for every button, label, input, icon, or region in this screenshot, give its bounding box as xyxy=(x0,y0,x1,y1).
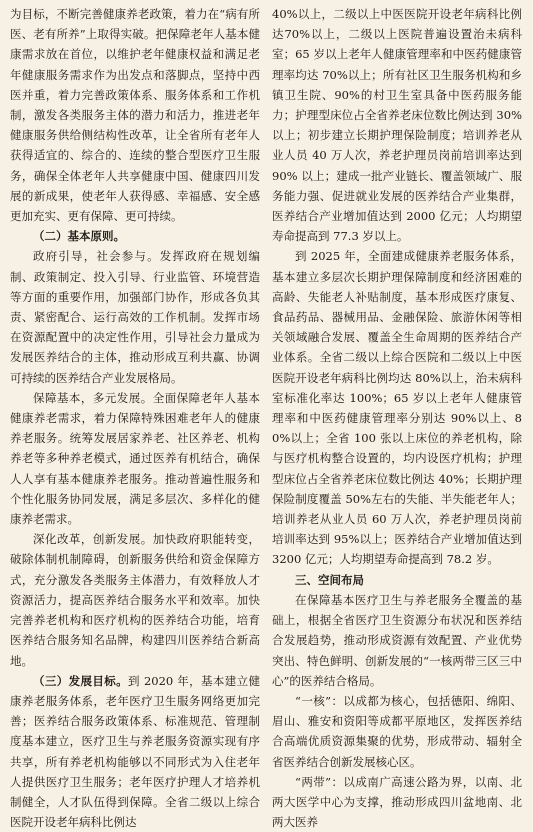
paragraph-layout-overview: 在保障基本医疗卫生与养老服务全覆盖的基础上，根据全省医疗卫生资源分布状况和医养结合发展趋势，推动形成资源有效配置、产业优势突出、特色鲜明、创新发展的“一核两带三区三中心”的医养结合格局。 xyxy=(272,592,522,688)
paragraph-development-goals xyxy=(10,671,260,832)
paragraph-government-guidance: 政府引导，社会参与。发挥政府在规划编制、政策制定、投入引导、行业监管、环境营造等方面的重要作用，加强部门协作，形成各负其责、紧密配合、运行高效的工作机制。发挥市场在资源配置中的决定性作用，引导社会力量成为发展医养结合的主体，推动形成互利共赢、协调可持续的医养结合产业发展格局。 xyxy=(10,249,260,385)
paragraph-basic-guarantee: 保障基本，多元发展。全面保障老年人基本健康养老需求，着力保障特殊困难老年人的健康养老服务。统筹发展居家养老、社区养老、机构养老等多种养老模式，通过医养有机结合，确保人人享有基本健康养老服务。推动普遍性服务和个性化服务协同发展，满足多层次、多样化的健康养老需求。 xyxy=(10,390,260,527)
paragraph-2020-targets: 到 2020 年，基本建立健康养老服务体系，老年医疗卫生服务网络更加完善；医养结合服务政策体系、标准规范、管理制度基本建立，医疗卫生与养老服务资源实现有序共享，所有养老机构能够以不同形式为入住老年人提供医疗卫生服务；老年医疗护理人才培养机制健全，人才队伍得到保障。全省二级以上综合医院开设老年病科比例达 xyxy=(10,673,261,830)
right-column xyxy=(272,4,522,830)
heading-spatial-layout: 三、空间布局 xyxy=(295,572,364,587)
heading-basic-principles: （二）基本原则。 xyxy=(33,229,125,244)
paragraph-2025-targets: 到 2025 年，全面建成健康养老服务体系，基本建立多层次长期护理保障制度和经济困难的高龄、失能老人补贴制度，基本形成医疗康复、食品药品、器械用品、金融保险、旅游休闲等相关领域融合发展、覆盖全生命周期的医养结合产业体系。全省二级以上综合医院和二级以上中医医院开设老年病科比例均达 80%以上，治未病科室标准化率达 100%；65 岁以上老年人健康管理率和中医药健康管理率分别达 90%以上、80%以上；全省 100 张以上床位的养老机构，除与医疗机构整合设置的，均内设医疗机构；护理型床位占全省养老床位数比例达 40%；长期护理保险制度覆盖 50%左右的失能、半失能老年人；培训养老从业人员 60 万人次，养老护理员岗前培训率达到 95%以上；医养结合产业增加值达到3200 亿元；人均期望寿命提高到 78.2 岁。 xyxy=(272,249,522,567)
heading-development-goals: （三）发展目标。 xyxy=(33,673,129,688)
paragraph-deepen-reform: 深化改革，创新发展。加快政府职能转变，破除体制机制障碍，创新服务供给和资金保障方式，充分激发各类服务主体潜力，有效释放人才资源活力，提高医养结合服务水平和效率。加快完善养老机构和医疗机构的医养结合功能，培育医养结合服务知名品牌，构建四川医养结合新高地。 xyxy=(10,532,260,668)
paragraph-two-belts: “两带”：以成南广高速公路为界，以南、北两大医学中心为支撑，推动形成四川盆地南、北两大医养 xyxy=(272,774,522,830)
paragraph-2020-targets-continued: 40%以上，二级以上中医医院开设老年病科比例达70%以上，二级以上医院普遍设置治未病科室；65 岁以上老年人健康管理率和中医药健康管理率均达 70%以上；所有社区卫生服务机构和乡镇卫生院、90%的村卫生室具备中医药服务能力；护理型床位占全省养老床位数比例达到 30%以上；初步建立长期护理保险制度；培训养老从业人员 40 万人次，养老护理员岗前培训率达到 90% 以上；建成一批产业链长、覆盖领域广、服务能力强、促进就业发展的医养结合产业集群，医养结合产业增加值达到 2000 亿元；人均期望寿命提高到 77.3 岁以上。 xyxy=(272,7,522,244)
paragraph-one-core: “一核”：以成都为核心，包括德阳、绵阳、眉山、雅安和资阳等成都平原地区，发挥医养结合高端优质资源集聚的优势，形成带动、辐射全省医养结合创新发展核心区。 xyxy=(272,693,522,769)
paragraph-goal-intro: 为目标，不断完善健康养老政策，着力在“病有所医、老有所养”上取得实破。把保障老年人基本健康需求放在首位，以维护老年健康权益和满足老年健康服务需求作为出发点和落脚点，坚持中西医并重，着力完善政策体系、服务体系和工作机制，激发各类服务主体的潜力和活力，推进老年健康服务供给侧结构性改革，让全省所有老年人获得适宜的、综合的、连续的整合型医疗卫生服务，确保全体老年人共享健康中国、健康四川发展的新成果，使老年人获得感、幸福感、安全感更加充实、更有保障、更可持续。 xyxy=(10,7,260,224)
left-column xyxy=(10,4,261,830)
